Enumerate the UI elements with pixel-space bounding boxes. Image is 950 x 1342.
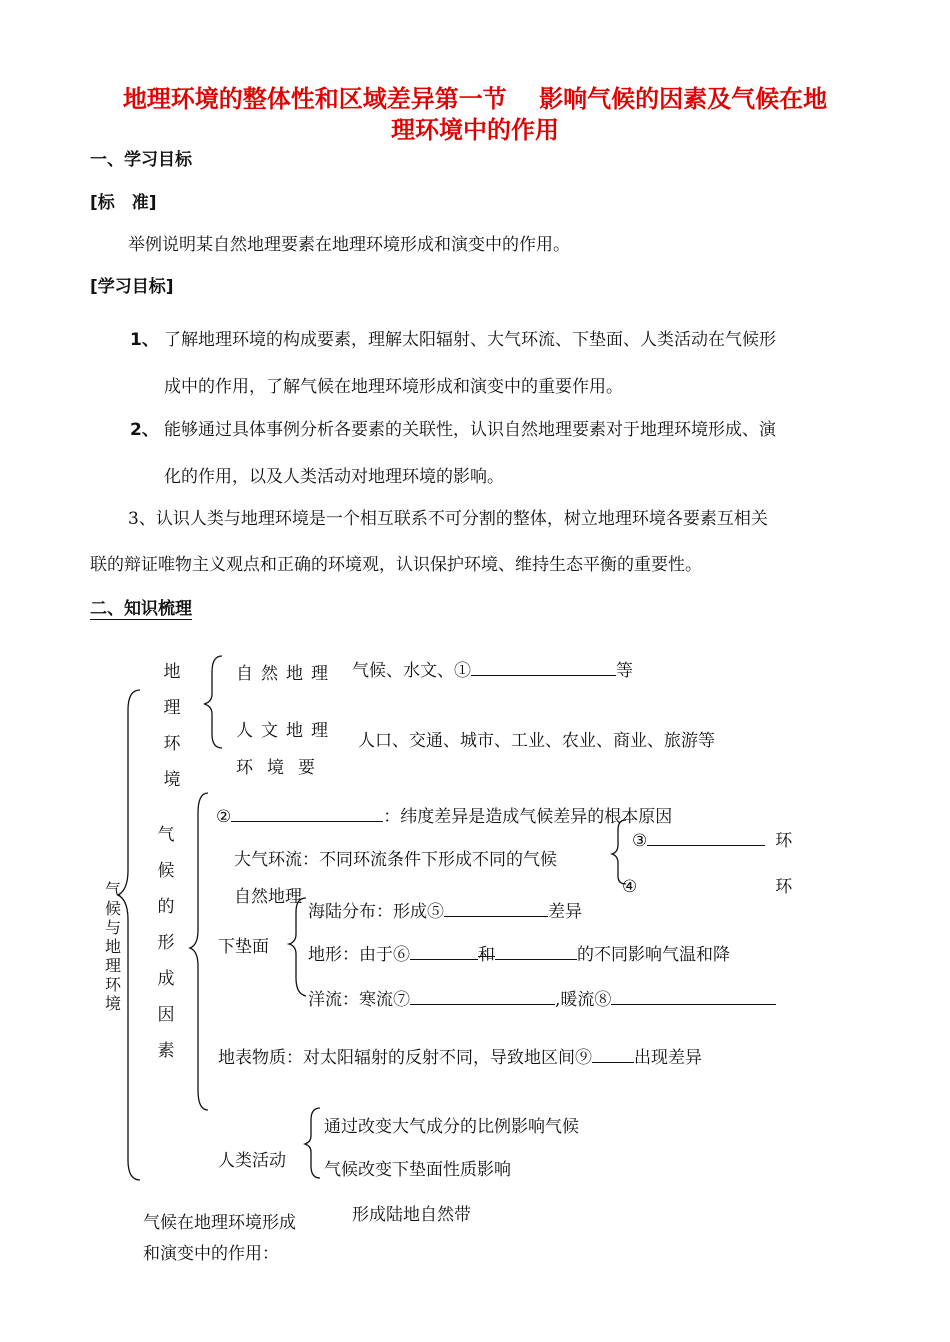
terrain-row (308, 940, 730, 965)
natural-label: 自然地理 (236, 664, 336, 684)
surface-suffix: 出现差异 (634, 1048, 702, 1068)
land-sea-suffix: 差异 (548, 902, 582, 922)
human-label-line1: 人文地理 (236, 721, 336, 741)
blank-7[interactable] (410, 988, 555, 1005)
factors-label: 气候的形成因素 (157, 825, 175, 1061)
objective-1-line1: 了解地理环境的构成要素，理解太阳辐射、大气环流、下垫面、人类活动在气候形 (164, 330, 776, 350)
surface-row (218, 1043, 702, 1068)
objective-2-line1: 能够通过具体事例分析各要素的关联性，认识自然地理要素对于地理环境形成、演 (164, 420, 776, 440)
page-title-line2: 理环境中的作用 (391, 116, 559, 144)
role-label-line2: 和演变中的作用： (143, 1244, 279, 1264)
human-activity-label: 人类活动 (218, 1151, 286, 1171)
blank-6a[interactable] (410, 943, 478, 960)
circ-marker-3: ③ (632, 831, 648, 851)
land-sea-text: 海陆分布：形成⑤ (308, 902, 444, 922)
root-label: 气候与地理环境 (104, 880, 121, 1013)
solar-text: ：纬度差异是造成气候差异的根本原因 (383, 807, 673, 827)
circulation-sub-3 (632, 826, 792, 851)
terrain-and: 和 (478, 940, 495, 957)
blank-5[interactable] (444, 900, 548, 917)
surface-text: 地表物质：对太阳辐射的反射不同，导致地区间⑨ (218, 1048, 592, 1068)
human-activity-2: 气候改变下垫面性质影响 (324, 1160, 511, 1180)
underlying-label: 下垫面 (218, 937, 269, 957)
circ-tail-4: 环 (775, 877, 793, 897)
natural-items (352, 656, 633, 681)
circ-tail-3: 环 (775, 831, 793, 851)
human-activity-1: 通过改变大气成分的比例影响气候 (324, 1117, 579, 1137)
blank-2[interactable] (231, 805, 383, 822)
terrain-prefix: 地形：由于⑥ (308, 945, 410, 965)
objectives-label: [学习目标] (90, 277, 174, 297)
env-label: 地理环境 (163, 662, 181, 790)
blank-1[interactable] (471, 659, 616, 676)
objective-3-line1: 3、认识人类与地理环境是一个相互联系不可分割的整体，树立地理环境各要素互相关 (128, 509, 768, 529)
brace-underlying (289, 898, 306, 996)
land-sea-row (308, 897, 582, 922)
human-items: 人口、交通、城市、工业、农业、商业、旅游等 (358, 731, 715, 751)
role-text: 形成陆地自然带 (352, 1205, 471, 1225)
objective-1-num: 1、 (130, 330, 159, 350)
solar-row (216, 802, 673, 827)
current-mid: ,暖流⑧ (555, 990, 612, 1010)
circulation-text: 大气环流：不同环流条件下形成不同的气候 (234, 850, 557, 870)
brace-env (204, 656, 222, 748)
objective-2-num: 2、 (130, 420, 159, 440)
blank-9[interactable] (592, 1046, 634, 1063)
blank-8[interactable] (611, 988, 776, 1005)
circ-marker-4: ④ (622, 877, 638, 897)
standard-text: 举例说明某自然地理要素在地理环境形成和演变中的作用。 (128, 235, 570, 255)
blank-6b[interactable] (495, 943, 577, 960)
solar-marker: ② (216, 807, 232, 827)
human-label-line2: 环境要 (236, 758, 329, 778)
natural-items-text: 气候、水文、① (352, 661, 471, 681)
page-title-line1: 地理环境的整体性和区域差异第一节 影响气候的因素及气候在地 (122, 85, 828, 113)
objective-2-line2: 化的作用，以及人类活动对地理环境的影响。 (164, 467, 504, 487)
role-label-line1: 气候在地理环境形成 (143, 1213, 296, 1233)
circulation-sub-4 (622, 872, 793, 897)
natural-cut-text: 自然地理 (234, 887, 302, 907)
brace-human (305, 1108, 320, 1178)
objective-3-line2: 联的辩证唯物主义观点和正确的环境观，认识保护环境、维持生态平衡的重要性。 (90, 555, 702, 575)
natural-suffix: 等 (616, 661, 633, 681)
objective-1-line2: 成中的作用，了解气候在地理环境形成和演变中的重要作用。 (164, 377, 623, 397)
section2-heading: 二、知识梳理 (90, 594, 192, 620)
section1-heading: 一、学习目标 (90, 150, 192, 170)
brace-factors (190, 793, 208, 1110)
blank-3[interactable] (647, 829, 765, 846)
terrain-suffix: 的不同影响气温和降 (577, 945, 730, 965)
current-prefix: 洋流：寒流⑦ (308, 990, 410, 1010)
standard-label: [标 准] (90, 193, 157, 213)
current-row (308, 985, 776, 1010)
